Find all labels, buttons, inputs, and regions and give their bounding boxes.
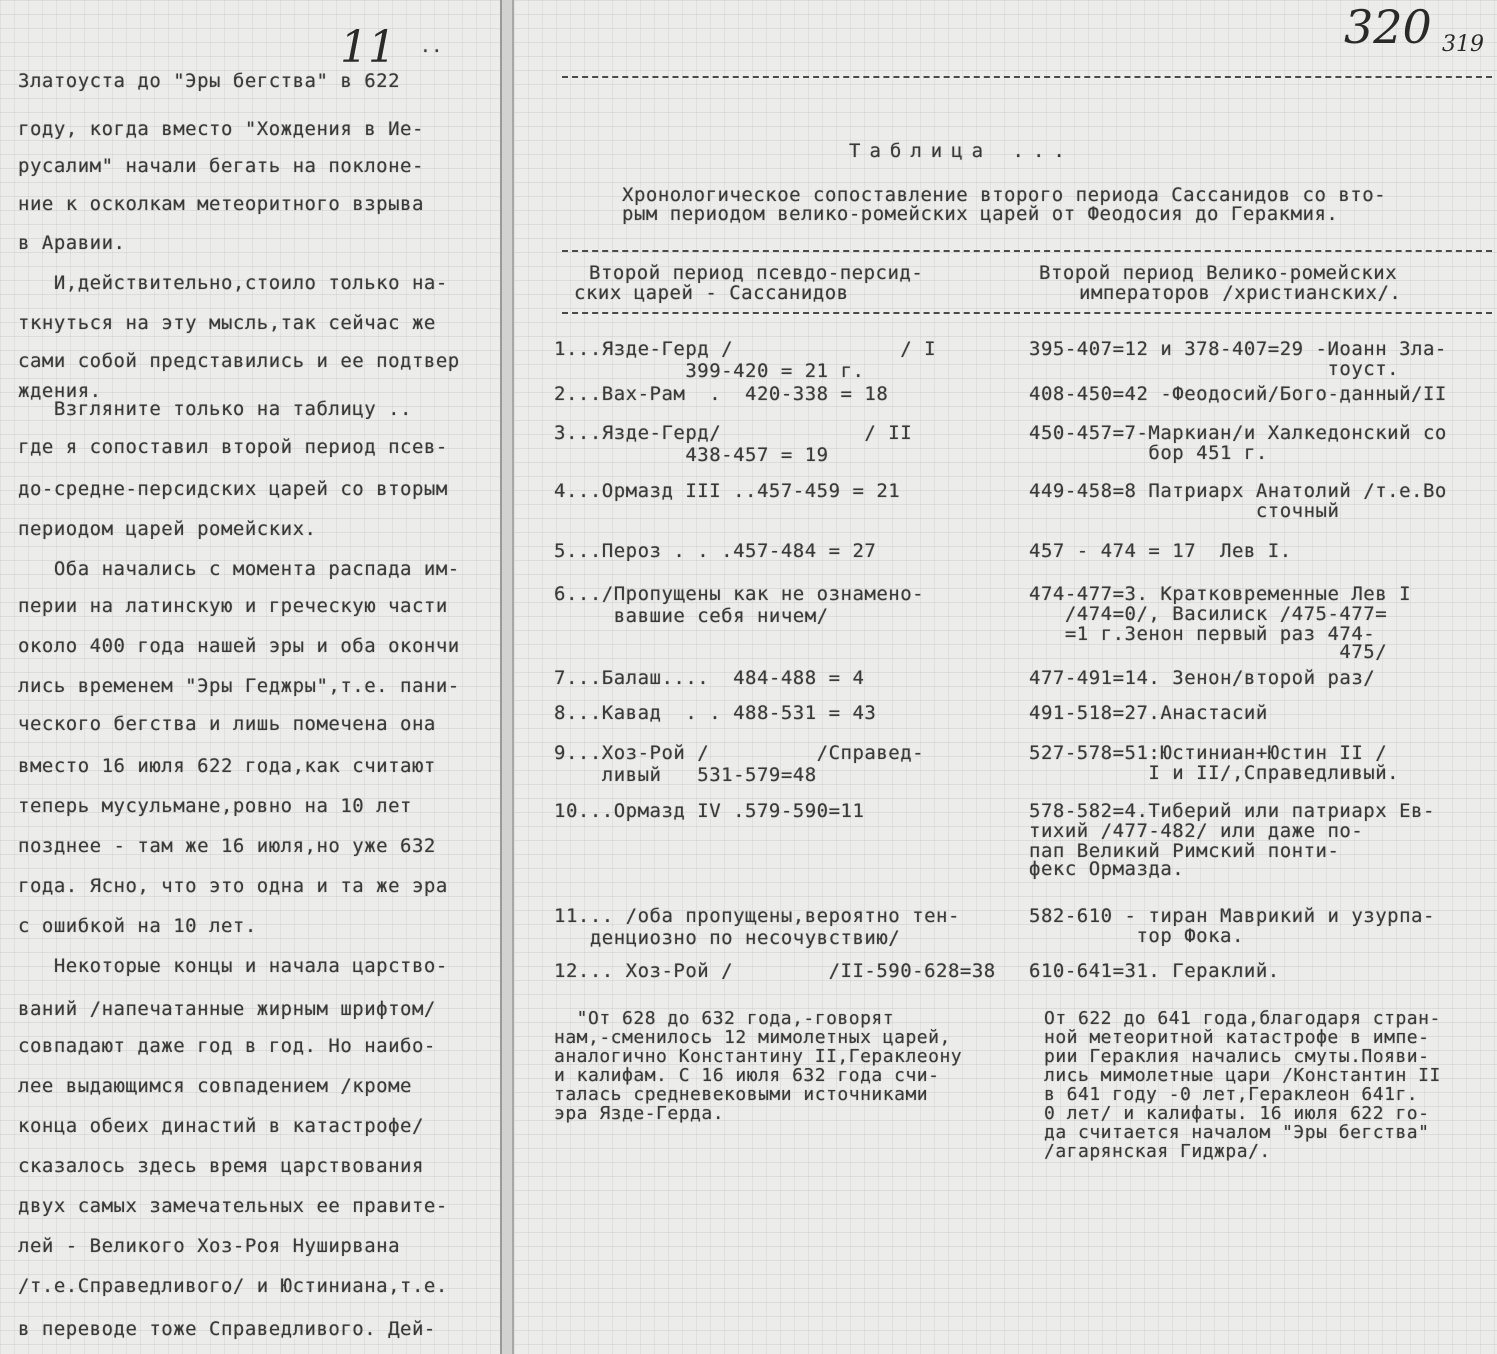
top-divider xyxy=(562,76,1492,78)
table-row-left: 12... Хоз-Рой / /II-590-628=38 xyxy=(554,960,996,982)
handwritten-page-marker: 11 xyxy=(340,22,396,73)
table-row-right-cont: фекс Ормазда. xyxy=(1029,858,1185,880)
text-line: ние к осколкам метеоритного взрыва xyxy=(18,193,424,215)
text-line: вместо 16 июля 622 года,как считают xyxy=(18,755,436,777)
header-dots: .. xyxy=(420,36,443,57)
text-line: Оба начались с момента распада им- xyxy=(18,558,460,580)
table-row-right: 610-641=31. Гераклий. xyxy=(1029,960,1280,982)
table-row-right: 395-407=12 и 378-407=29 -Иоанн Зла- xyxy=(1029,338,1447,360)
note-line: аналогично Константину II,Гераклеону xyxy=(554,1046,963,1067)
table-row-left-cont: 399-420 = 21 г. xyxy=(554,360,865,382)
table-row-right-cont: тор Фока. xyxy=(1029,925,1244,947)
text-line: Некоторые концы и начала царство- xyxy=(18,955,448,977)
table-row-left-cont: 438-457 = 19 xyxy=(554,444,829,466)
text-line: где я сопоставил второй период псев- xyxy=(18,436,448,458)
table-row-left: 1...Язде-Герд / / I xyxy=(554,338,937,360)
table-row-left: 6.../Пропущены как не ознаменo- xyxy=(554,583,925,605)
table-row-right: 527-578=51:Юстиниан+Юстин II / xyxy=(1029,742,1388,764)
text-line: Златоуста до "Эры бегства" в 622 xyxy=(18,70,401,92)
text-line: И,действительно,стоило только на- xyxy=(18,272,448,294)
text-line: ваний /напечатанные жирным шрифтом/ xyxy=(18,998,436,1020)
table-row-right: 582-610 - тиран Маврикий и узурпа- xyxy=(1029,905,1435,927)
table-row-right-cont: бор 451 г. xyxy=(1029,442,1268,464)
table-row-right-cont: I и II/,Справедливый. xyxy=(1029,762,1400,784)
note-line: 0 лет/ и калифаты. 16 июля 622 го- xyxy=(1044,1103,1430,1124)
left-page xyxy=(0,0,502,1354)
table-row-right: 457 - 474 = 17 Лев I. xyxy=(1029,540,1292,562)
text-line: в переводе тоже Справедливого. Дей- xyxy=(18,1318,436,1340)
table-row-left: 9...Хоз-Рой / /Справед- xyxy=(554,742,925,764)
note-line: талась средневековыми источниками xyxy=(554,1084,929,1105)
text-line: русалим" начали бегать на поклоне- xyxy=(18,155,424,177)
table-row-left-cont: денциозно по несочувствию/ xyxy=(554,927,901,949)
folio-number-old: 319 xyxy=(1442,32,1484,57)
text-line: перии на латинскую и греческую части xyxy=(18,595,448,617)
note-line: эра Язде-Герда. xyxy=(554,1103,725,1124)
table-row-left: 10...Ормазд IV .579-590=11 xyxy=(554,800,865,822)
text-line: сказалось здесь время царствования xyxy=(18,1155,424,1177)
note-line: в 641 году -0 лет,Гераклеон 641г. xyxy=(1044,1084,1419,1105)
text-line: году, когда вместо "Хождения в Ие- xyxy=(18,118,424,140)
col-right-header-line2: императоров /христианских/. xyxy=(1079,282,1402,304)
text-line: Взгляните только на таблицу .. xyxy=(18,398,412,420)
header-divider-bottom xyxy=(562,312,1492,314)
table-row-right: 477-491=14. Зенон/второй раз/ xyxy=(1029,667,1376,689)
note-line: нам,-сменилось 12 мимолетных царей, xyxy=(554,1027,951,1048)
note-line: От 622 до 641 года,благодаря стран- xyxy=(1044,1008,1441,1029)
table-row-right-cont: сточный xyxy=(1029,500,1340,522)
right-page xyxy=(512,0,1497,1354)
text-line: лей - Великого Хоз-Роя Нуширвана xyxy=(18,1235,401,1257)
folio-number: 320 xyxy=(1344,0,1432,54)
table-row-left-cont: вавшие себя ничем/ xyxy=(554,605,829,627)
text-line: ждения. xyxy=(18,380,102,402)
table-row-left: 11... /оба пропущены,вероятно тен- xyxy=(554,905,960,927)
page-gutter xyxy=(502,0,512,1354)
text-line: двух самых замечательных ее правите- xyxy=(18,1195,448,1217)
table-row-right-cont: =1 г.Зенон первый раз 474- xyxy=(1029,623,1376,645)
text-line: до-средне-персидских царей со вторым xyxy=(18,478,448,500)
note-line: рии Гераклия начались смуты.Появи- xyxy=(1044,1046,1430,1067)
table-subtitle-line2: рым периодом велико-ромейских царей от Феодосия до Геракмия. xyxy=(622,203,1339,225)
table-row-right: 491-518=27.Анастасий xyxy=(1029,702,1268,724)
table-row-right-cont: тоуст. xyxy=(1029,358,1400,380)
table-row-left: 4...Ормазд III ..457-459 = 21 xyxy=(554,480,901,502)
text-line: совпадают даже год в год. Но наибо- xyxy=(18,1035,436,1057)
text-line: сами собой представились и ее подтвер xyxy=(18,350,460,372)
text-line: лее выдающимся совпадением /кроме xyxy=(18,1075,412,1097)
note-line: и калифам. С 16 июля 632 года счи- xyxy=(554,1065,940,1086)
text-line: около 400 года нашей эры и оба окончи xyxy=(18,635,460,657)
text-line: ткнуться на эту мысль,так сейчас же xyxy=(18,312,436,334)
text-line: конца обеих династий в катастрофе/ xyxy=(18,1115,424,1137)
text-line: ческого бегства и лишь помечена она xyxy=(18,713,436,735)
table-row-right-cont: 475/ xyxy=(1029,641,1388,663)
table-title: Таблица ... xyxy=(849,140,1074,162)
text-line: лись временем "Эры Геджры",т.е. пани- xyxy=(18,675,460,697)
table-row-right-cont: тихий /477-482/ или даже по- xyxy=(1029,820,1364,842)
text-line: периодом царей ромейских. xyxy=(18,518,317,540)
col-left-header-line1: Второй период псевдо-персид- xyxy=(589,262,924,284)
table-row-right: 450-457=7-Маркиан/и Халкедонский со xyxy=(1029,422,1447,444)
table-row-left: 5...Пероз . . .457-484 = 27 xyxy=(554,540,877,562)
table-row-right-cont: пап Великий Римский понти- xyxy=(1029,840,1340,862)
table-row-right: 449-458=8 Патриарх Анатолий /т.е.Во xyxy=(1029,480,1447,502)
note-line: лись мимолетные цари /Константин II xyxy=(1044,1065,1441,1086)
col-left-header-line2: ских царей - Сассанидов xyxy=(574,282,849,304)
col-right-header-line1: Второй период Велико-ромейских xyxy=(1039,262,1398,284)
table-row-left: 2...Вах-Рам . 420-338 = 18 xyxy=(554,383,889,405)
text-line: /т.е.Справедливого/ и Юстиниана,т.е. xyxy=(18,1275,448,1297)
table-row-right: 474-477=3. Кратковременные Лев I xyxy=(1029,583,1412,605)
header-divider-top xyxy=(562,250,1492,252)
note-line: /агарянская Гиджра/. xyxy=(1044,1141,1271,1162)
text-line: в Аравии. xyxy=(18,232,126,254)
text-line: года. Ясно, что это одна и та же эра xyxy=(18,875,448,897)
table-row-left-cont: ливый 531-579=48 xyxy=(554,764,817,786)
table-row-right-cont: /474=0/, Василиск /475-477= xyxy=(1029,603,1388,625)
table-subtitle-line1: Хронологическое сопоставление второго периода Сассанидов со вто- xyxy=(622,184,1387,206)
table-row-right: 408-450=42 -Феодосий/Бого-данный/II xyxy=(1029,383,1447,405)
note-line: да считается началом "Эры бегства" xyxy=(1044,1122,1430,1143)
table-row-left: 8...Кавад . . 488-531 = 43 xyxy=(554,702,877,724)
text-line: теперь мусульмане,ровно на 10 лет xyxy=(18,795,412,817)
note-line: ной метеоритной катастрофе в импе- xyxy=(1044,1027,1430,1048)
table-row-right: 578-582=4.Тиберий или патриарх Ев- xyxy=(1029,800,1435,822)
note-line: "От 628 до 632 года,-говорят xyxy=(554,1008,895,1029)
text-line: позднее - там же 16 июля,но уже 632 xyxy=(18,835,436,857)
table-row-left: 7...Балаш.... 484-488 = 4 xyxy=(554,667,865,689)
table-row-left: 3...Язде-Герд/ / II xyxy=(554,422,913,444)
text-line: с ошибкой на 10 лет. xyxy=(18,915,257,937)
